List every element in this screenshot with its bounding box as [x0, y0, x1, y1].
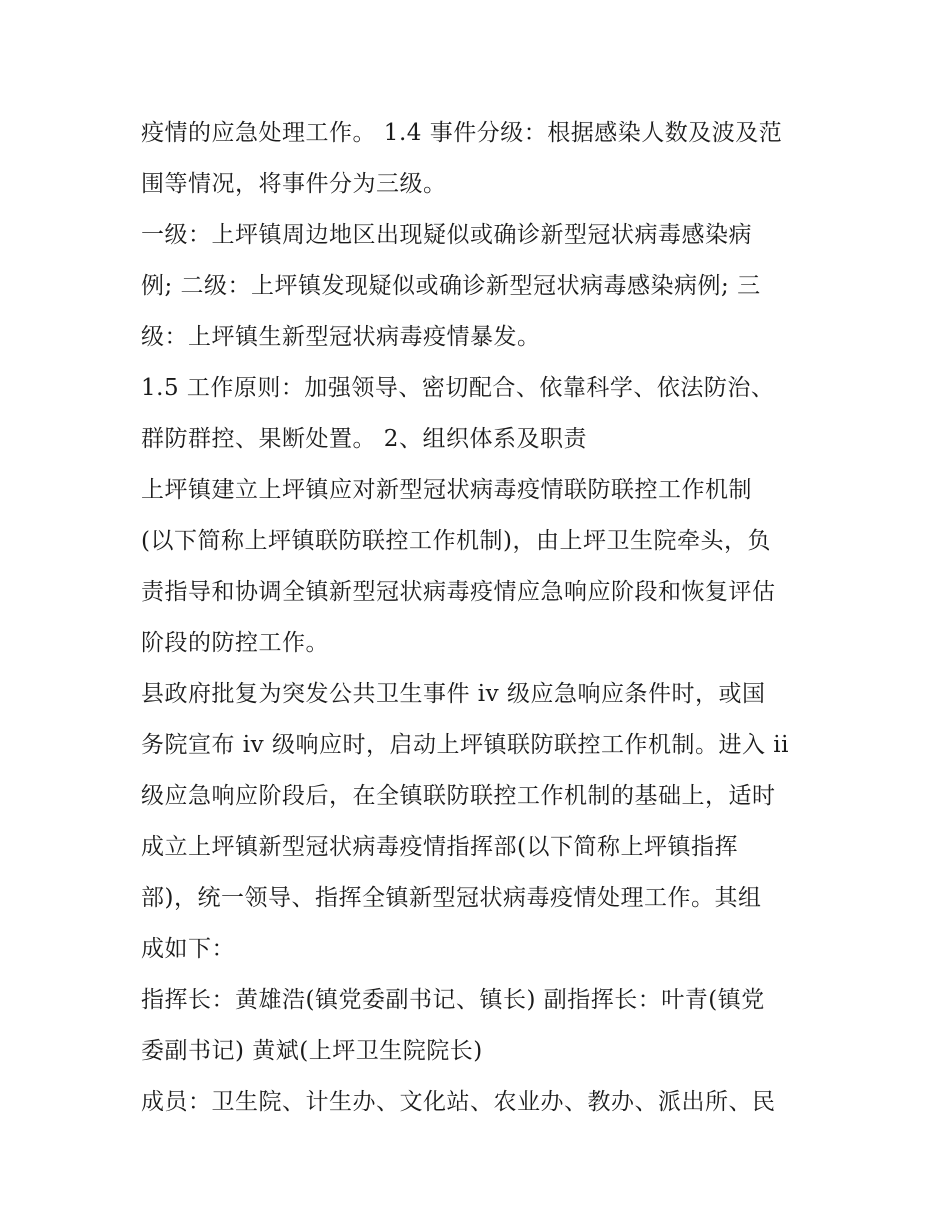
text-line: 务院宣布 iv 级响应时，启动上坪镇联防联控工作机制。进入 ii: [141, 732, 789, 758]
text-line: (以下简称上坪镇联防联控工作机制)，由上坪卫生院牵头，负: [141, 528, 771, 554]
text-line: 1.5 工作原则：加强领导、密切配合、依靠科学、依法防治、: [141, 375, 775, 401]
text-line: 例; 二级：上坪镇发现疑似或确诊新型冠状病毒感染病例; 三: [141, 273, 761, 299]
text-line: 围等情况，将事件分为三级。: [141, 171, 447, 197]
text-line: 成如下：: [141, 936, 235, 962]
text-line: 成员：卫生院、计生办、文化站、农业办、教办、派出所、民: [141, 1089, 776, 1115]
text-line: 上坪镇建立上坪镇应对新型冠状病毒疫情联防联控工作机制: [141, 477, 752, 503]
text-line: 指挥长：黄雄浩(镇党委副书记、镇长) 副指挥长：叶青(镇党: [141, 987, 765, 1013]
text-line: 级：上坪镇生新型冠状病毒疫情暴发。: [141, 324, 541, 350]
text-line: 成立上坪镇新型冠状病毒疫情指挥部(以下简称上坪镇指挥: [141, 834, 738, 860]
text-line: 部)，统一领导、指挥全镇新型冠状病毒疫情处理工作。其组: [141, 885, 762, 911]
text-line: 委副书记) 黄斌(上坪卫生院院长): [141, 1038, 483, 1064]
text-line: 一级：上坪镇周边地区出现疑似或确诊新型冠状病毒感染病: [141, 222, 752, 248]
text-line: 群防群控、果断处置。 2、组织体系及职责: [141, 426, 587, 452]
text-line: 疫情的应急处理工作。 1.4 事件分级：根据感染人数及波及范: [141, 120, 783, 146]
text-line: 级应急响应阶段后，在全镇联防联控工作机制的基础上，适时: [141, 783, 776, 809]
text-line: 责指导和协调全镇新型冠状病毒疫情应急响应阶段和恢复评估: [141, 579, 776, 605]
text-line: 阶段的防控工作。: [141, 630, 329, 656]
document-body: [141, 108, 821, 1128]
text-line: 县政府批复为突发公共卫生事件 iv 级应急响应条件时，或国: [141, 681, 766, 707]
